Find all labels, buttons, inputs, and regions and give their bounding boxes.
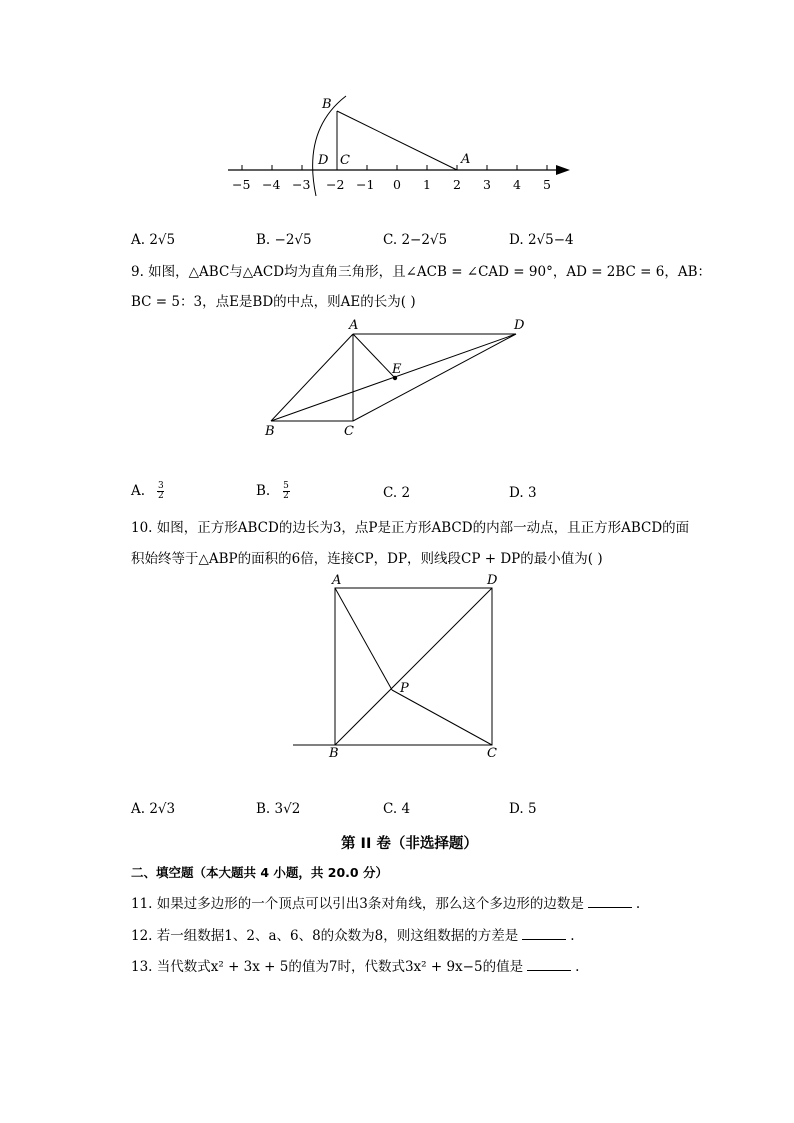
tick-label: 3 xyxy=(483,177,491,192)
answer-blank[interactable] xyxy=(522,925,566,940)
tick-label: 1 xyxy=(423,177,431,192)
point-label-A: A xyxy=(461,152,471,167)
q11-line: 11. 如果过多边形的一个顶点可以引出3条对角线，那么这个多边形的边数是 . xyxy=(131,893,640,914)
point-label-D: D xyxy=(487,573,498,588)
point-label-E: E xyxy=(392,362,402,377)
point-label-A: A xyxy=(349,318,359,333)
q12-line: 12. 若一组数据1、2、a、6、8的众数为8，则这组数据的方差是 . xyxy=(131,925,575,946)
option-a: A. 2√3 xyxy=(131,801,176,817)
point-label-D: D xyxy=(318,153,329,168)
point-label-D: D xyxy=(514,318,525,333)
tick-label: −3 xyxy=(292,177,311,192)
option-b: B. −2√5 xyxy=(256,232,312,248)
tick-label: 2 xyxy=(453,177,461,192)
option-c: C. 2 xyxy=(383,485,411,501)
tick-label: 5 xyxy=(543,177,551,192)
point-label-A: A xyxy=(332,573,342,588)
point-label-C: C xyxy=(340,153,350,168)
section-heading: 二、填空题（本大题共 4 小题，共 20.0 分） xyxy=(131,865,388,880)
point-label-B: B xyxy=(322,97,332,112)
tick-label: 4 xyxy=(513,177,521,192)
answer-blank[interactable] xyxy=(527,956,571,971)
part2-title: 第 II 卷（非选择题） xyxy=(341,836,478,852)
option-c: C. 4 xyxy=(383,801,411,817)
q11-text: 11. 如果过多边形的一个顶点可以引出3条对角线，那么这个多边形的边数是 xyxy=(131,896,584,912)
option-a: A. $\frac{3}{2}$ xyxy=(131,481,164,501)
q9-stem-line2: BC = 5：3，点E是BD的中点，则AE的长为( ) xyxy=(131,294,416,310)
q13-text: 13. 当代数式x² + 3x + 5的值为7时，代数式3x² + 9x−5的值是 xyxy=(131,959,524,975)
tick-label: −4 xyxy=(262,177,281,192)
point-label-B: B xyxy=(329,746,339,761)
point-label-B: B xyxy=(265,424,275,439)
option-b: B. $\frac{5}{2}$ xyxy=(256,481,289,501)
tick-label: −5 xyxy=(232,177,251,192)
option-d: D. 2√5−4 xyxy=(509,232,574,248)
option-b: B. 3√2 xyxy=(256,801,301,817)
option-c: C. 2−2√5 xyxy=(383,232,448,248)
q13-line: 13. 当代数式x² + 3x + 5的值为7时，代数式3x² + 9x−5的值是 . xyxy=(131,956,579,977)
fraction: $\frac{5}{2}$ xyxy=(283,481,289,501)
option-a: A. 2√5 xyxy=(131,232,176,248)
q9-stem-line1: 9. 如图，△ABC与△ACD均为直角三角形，且∠ACB = ∠CAD = 90°，AD = 2BC = 6，AB： xyxy=(131,264,712,280)
tick-label: −1 xyxy=(356,177,375,192)
option-d: D. 3 xyxy=(509,485,537,501)
tick-label: 0 xyxy=(393,177,401,192)
answer-blank[interactable] xyxy=(588,893,632,908)
fraction: $\frac{3}{2}$ xyxy=(157,481,164,501)
point-label-P: P xyxy=(400,681,409,696)
q12-text: 12. 若一组数据1、2、a、6、8的众数为8，则这组数据的方差是 xyxy=(131,928,519,944)
q10-stem-line2: 积始终等于△ABP的面积的6倍，连接CP，DP，则线段CP + DP的最小值为( ) xyxy=(131,551,603,567)
q10-stem-line1: 10. 如图，正方形ABCD的边长为3，点P是正方形ABCD的内部一动点，且正方形ABCD的面 xyxy=(131,520,690,536)
point-label-C: C xyxy=(487,746,497,761)
option-d: D. 5 xyxy=(509,801,537,817)
tick-label: −2 xyxy=(326,177,345,192)
point-label-C: C xyxy=(344,424,354,439)
